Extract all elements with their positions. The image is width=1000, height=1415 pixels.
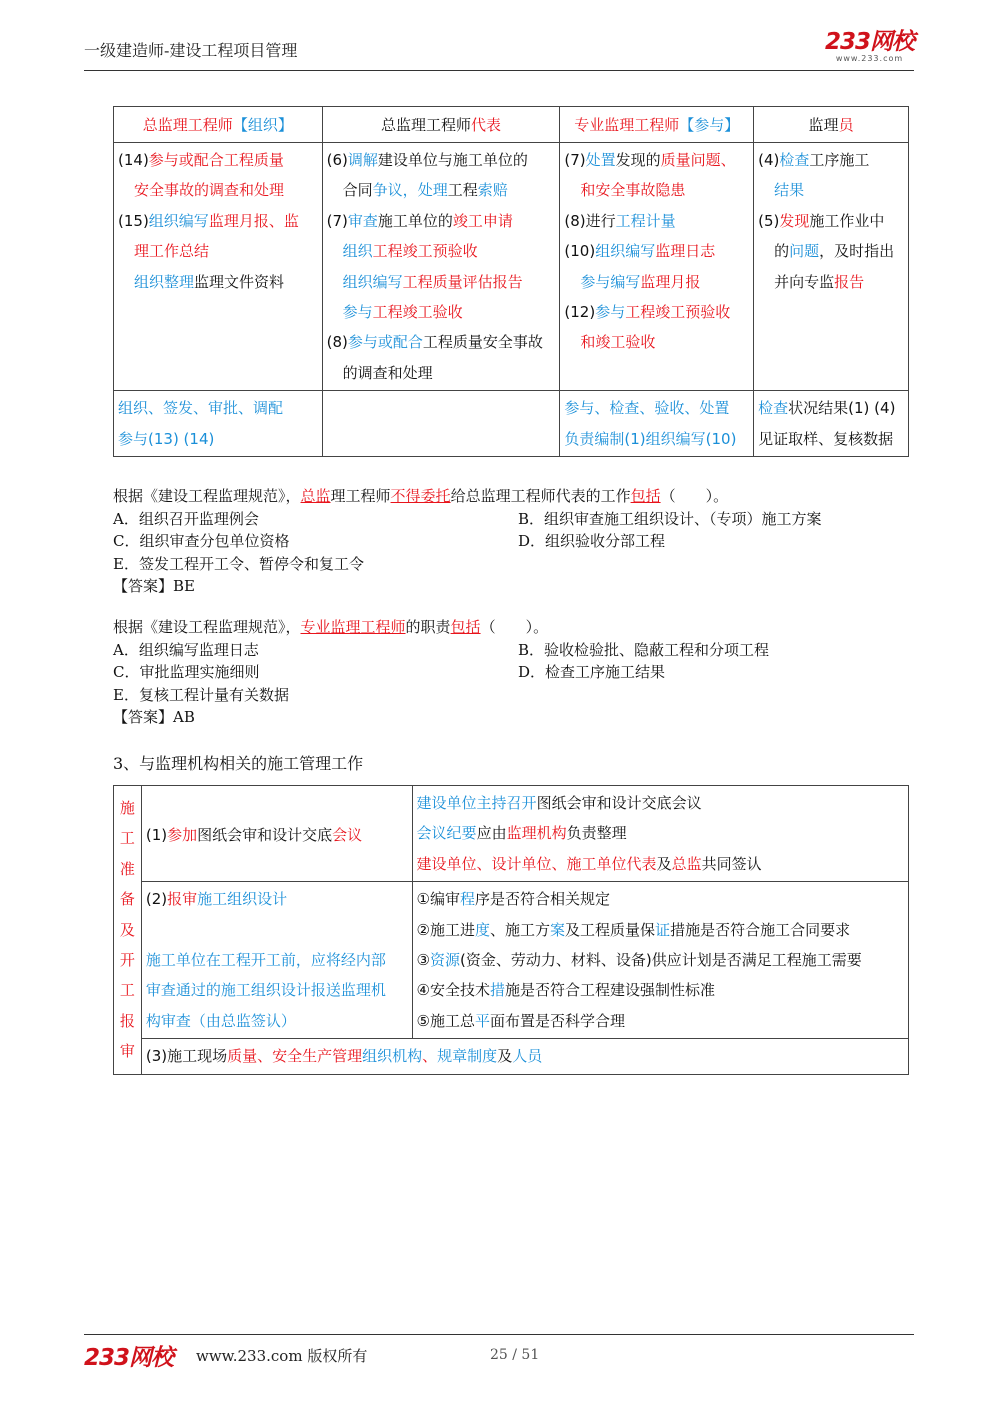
- duties-table: [113, 106, 909, 457]
- summary-rep: [322, 391, 560, 457]
- cell-rep-duties: (6)调解建设单位与施工单位的 合同争议，处理工程索赔 (7)审查施工单位的竣工申请 组织工程竣工预验收 组织编写工程质量评估报告 参与工程竣工验收 (8)参与或配合工程质量安全事故 的调查和处理: [322, 143, 560, 391]
- header-specialist: 专业监理工程师【参与】: [560, 107, 754, 143]
- footer-copyright: www.233.com 版权所有: [196, 1347, 368, 1365]
- summary-specialist: 参与、检查、验收、处置 负责编制(1)组织编写(10): [560, 391, 754, 457]
- answer: 【答案】AB: [113, 708, 195, 726]
- option-b: B．验收检验批、隐蔽工程和分项工程: [518, 640, 770, 659]
- header-chief-supervisor: 总监理工程师【组织】: [114, 107, 323, 143]
- option-e: E．复核工程计量有关数据: [113, 685, 289, 704]
- construction-table: [113, 785, 909, 1075]
- row2-right: ①编审程序是否符合相关规定 ②施工进度、施工方案及工程质量保证措施是否符合施工合同要求 ③资源(资金、劳动力、材料、设备)供应计划是否满足工程施工需要 ④安全技术措施是否符合工程建设强制性标准 ⑤施工总平面布置是否科学合理: [412, 882, 908, 1039]
- header-supervisor: 监理员: [754, 107, 909, 143]
- row3: (3)施工现场质量、安全生产管理组织机构、规章制度及人员: [141, 1039, 908, 1074]
- option-c: C．组织审查分包单位资格: [113, 532, 290, 550]
- answer: 【答案】BE: [113, 577, 195, 595]
- option-d: D．组织验收分部工程: [518, 532, 666, 550]
- header-title: 一级建造师-建设工程项目管理: [84, 41, 298, 60]
- vertical-label: 施 工 准 备 及 开 工 报 审: [114, 786, 142, 1075]
- question-1: 根据《建设工程监理规范》，总监理工程师不得委托给总监理工程师代表的工作包括（ ）。 A．组织召开监理例会 B．组织审查施工组织设计、（专项）施工方案 C．组织审查分包单位资格 D．组织验收分部工程 E．签发工程开工令、暂停令和复工令 【答案】BE: [113, 485, 728, 598]
- row1-right: 建设单位主持召开图纸会审和设计交底会议 会议纪要应由监理机构负责整理 建设单位、设计单位、施工单位代表及总监共同签认: [412, 786, 908, 882]
- option-a: A．组织编写监理日志: [113, 640, 259, 659]
- option-e: E．签发工程开工令、暂停令和复工令: [113, 554, 364, 573]
- footer-divider: [84, 1334, 914, 1335]
- row1-left: (1)参加图纸会审和设计交底会议: [141, 786, 412, 882]
- header-chief-rep: 总监理工程师代表: [322, 107, 560, 143]
- cell-specialist-duties: (7)处置发现的质量问题、 和安全事故隐患 (8)进行工程计量 (10)组织编写监理日志 参与编写监理月报 (12)参与工程竣工预验收 和竣工验收: [560, 143, 754, 391]
- summary-supervisor: 检查状况结果(1) (4) 见证取样、复核数据: [754, 391, 909, 457]
- option-b: B．组织审查施工组织设计、（专项）施工方案: [518, 509, 822, 528]
- cell-supervisor-duties: (4)检查工序施工 结果 (5)发现施工作业中 的问题，及时指出 并向专监报告: [754, 143, 909, 391]
- row2-left: (2)报审施工组织设计 施工单位在工程开工前，应将经内部 审查通过的施工组织设计报送监理机 构审查（由总监签认）: [141, 882, 412, 1039]
- option-c: C．审批监理实施细则: [113, 663, 260, 681]
- footer-logo: 233网校: [84, 1345, 174, 1371]
- brand-logo: 233网校 www.233.com: [824, 29, 914, 63]
- cell-chief-duties: (14)参与或配合工程质量 安全事故的调查和处理 (15)组织编写监理月报、监 理工作总结 组织整理监理文件资料: [114, 143, 323, 391]
- header-divider: [84, 70, 914, 71]
- option-a: A．组织召开监理例会: [113, 509, 259, 528]
- question-2: 根据《建设工程监理规范》，专业监理工程师的职责包括（ ）。 A．组织编写监理日志 B．验收检验批、隐蔽工程和分项工程 C．审批监理实施细则 D．检查工序施工结果 E．复核工程计量有关数据 【答案】AB: [113, 616, 548, 729]
- option-d: D．检查工序施工结果: [518, 663, 666, 681]
- section-heading: 3、与监理机构相关的施工管理工作: [113, 754, 364, 773]
- summary-chief: 组织、签发、审批、调配 参与(13) (14): [114, 391, 323, 457]
- page-number: 25 / 51: [490, 1347, 540, 1363]
